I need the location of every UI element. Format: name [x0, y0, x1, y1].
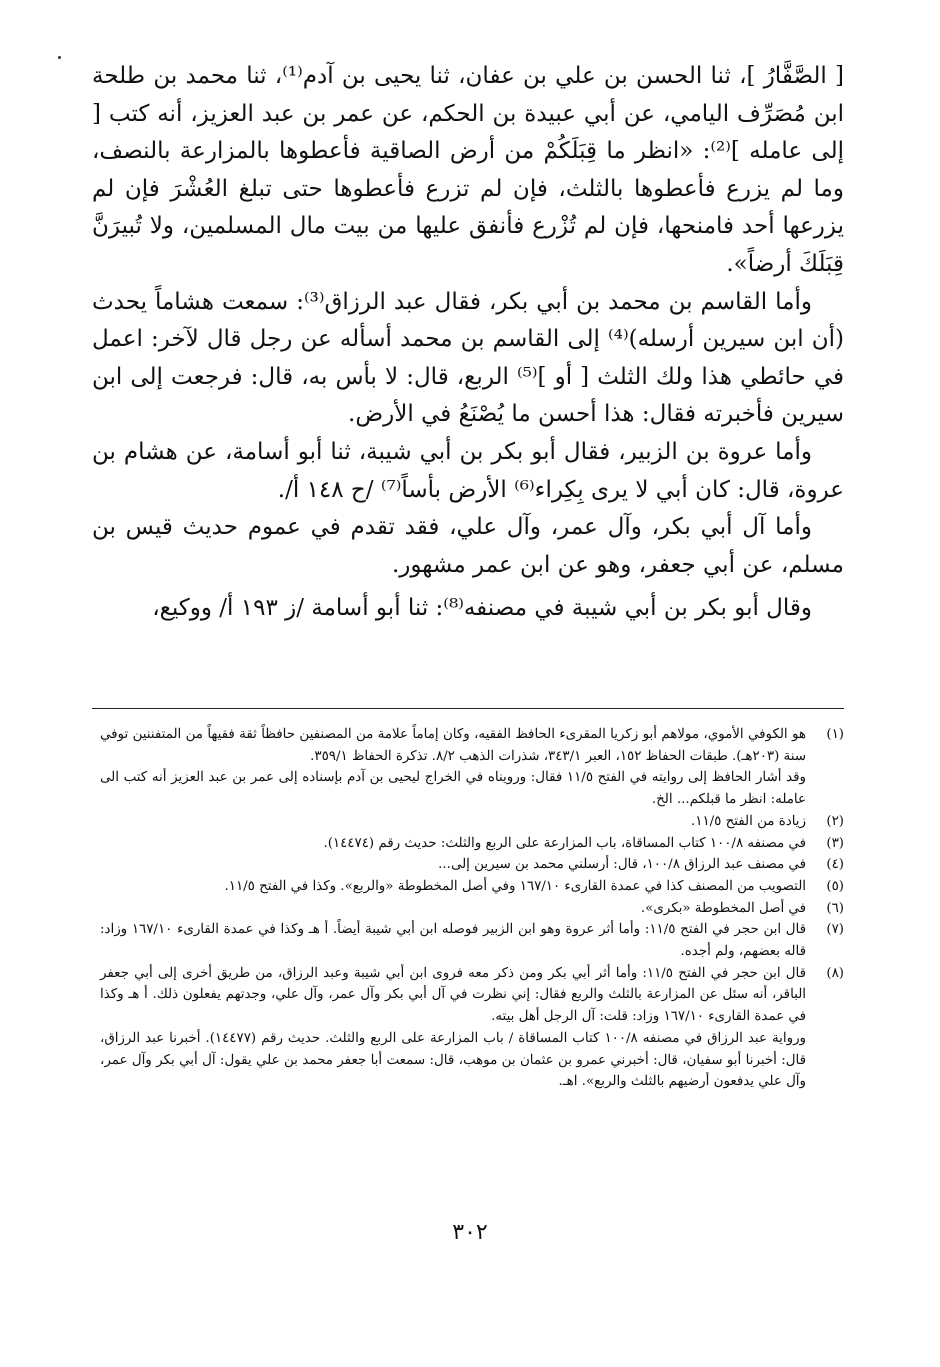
footnote-text: قال ابن حجر في الفتح ١١/٥: وأما أثر عروة وهو ابن الزبير فوصله ابن أبي شيبة أيضاً. أ هـ وكذا في عمدة القارىء ١٦٧/١٠ وزاد: قاله بعضهم، ولم أجده. [100, 922, 807, 960]
footnote-number: (٢) [826, 813, 844, 829]
footnote-text: في مصنفه ١٠٠/٨ كتاب المساقاة، باب المزارعة على الربع والثلث: حديث رقم (١٤٤٧٤). [323, 835, 806, 851]
footnote-text: زيادة من الفتح ١١/٥. [690, 813, 806, 829]
footnote-number: (٥) [826, 878, 844, 894]
page-number: ٣٠٢ [452, 1220, 488, 1245]
paragraph-3: وأما عروة بن الزبير، فقال أبو بكر بن أبي شيبة، ثنا أبو أسامة، عن هشام بن عروة، قال: كان أبي لا يرى بِكِراء⁽⁶⁾ الأرض بأساً⁽⁷⁾ /ح ١٤٨ أ/. [92, 438, 844, 503]
footnote-number: (٤) [826, 857, 844, 873]
footnote-1 [100, 724, 844, 767]
footnotes [100, 724, 844, 1093]
footnote-2 [100, 811, 844, 833]
paragraph-2: وأما القاسم بن محمد بن أبي بكر، فقال عبد الرزاق⁽³⁾: سمعت هشاماً يحدث (أن ابن سيرين أرسله)⁽⁴⁾ إلى القاسم بن محمد أسأله عن رجل قال لآخر: اعمل في حائطي هذا ولك الثلث [ أو ]⁽⁵⁾ الربع، قال: لا بأس به، قال: فرجعت إلى ابن سيرين فأخبرته فقال: هذا أحسن ما يُصْنَعُ في الأرض. [92, 288, 844, 428]
footnote-text: قال ابن حجر في الفتح ١١/٥: وأما أثر أبي بكر ومن ذكر معه فروى ابن أبي شيبة وعبد الرزاق، من طريق أخرى إلى أبي جعفر الباقر، أنه سئل عن المزارعة بالثلث والربع فقال: إني نظرت في آل أبي بكر وآل عمر، وآل علي، وجدتهم يفعلون ذلك. أ هـ وكذا في عمدة القارىء ١٦٧/١٠ وزاد: قلت: آل الرجل أهل بيته. [100, 965, 807, 1025]
footnote-text: في مصنف عبد الرزاق ١٠٠/٨، قال: أرسلني محمد بن سيرين إلى... [438, 857, 806, 873]
footnote-divider [92, 708, 844, 709]
footnote-8-continuation: ورواية عبد الرزاق في مصنفه ١٠٠/٨ كتاب المساقاة / باب المزارعة على الربع والثلث. حديث رقم (١٤٤٧٧). أخبرنا عبد الرزاق، قال: أخبرنا أبو سفيان، قال: أخبرني عمرو بن عثمان بن موهب، قال: سمعت أبا جعفر محمد بن علي يقول: آل أبي بكر وآل عمر، وآل علي يدفعون أرضيهم بالثلث والربع». اهـ. [100, 1030, 806, 1090]
footnote-4 [100, 854, 844, 876]
footnote-number: (٧) [826, 922, 844, 938]
paragraph-5: وقال أبو بكر بن أبي شيبة في مصنفه⁽⁸⁾: ثنا أبو أسامة /ز ١٩٣ أ/ ووكيع، [152, 595, 812, 622]
footnote-text: هو الكوفي الأموي، مولاهم أبو زكريا المقرىء الحافظ الفقيه، وكان إماماً علامة من المصنفين حافظاً ثقة فقيهاً من المتفننين توفي سنة (٢٠٣هـ). طبقات الحفاظ ١٥٢، العبر ٣٤٣/١، شذرات الذهب ٨/٢. تذكرة الحفاظ ٣٥٩/١. [100, 727, 806, 764]
footnote-7 [100, 919, 844, 962]
footnote-number: (٣) [826, 835, 844, 851]
footnote-number: (١) [826, 727, 844, 742]
paragraph-1: [ الصَّفَّارُ ]، ثنا الحسن بن علي بن عفان، ثنا يحيى بن آدم⁽¹⁾، ثنا محمد بن طلحة ابن مُصَرِّف اليامي، عن أبي عبيدة بن الحكم، عن عمر بن عبد العزيز، أنه كتب [ إلى عامله ]⁽²⁾: «انظر ما قِبَلَكُمْ من أرض الصاقية فأعطوها بالمزارعة بالنصف، وما لم يزرع فأعطوها بالثلث، فإن لم تزرع فأعطوها حتى تبلغ العُشْرَ فإن لم يزرعها أحد فامنحها، فإن لم تُزْرع فأنفق عليها من بيت مال المسلمين، ولا تُبيرَنَّ قِبَلَكَ أرضاً». [92, 63, 845, 277]
footnote-text: في أصل المخطوطة «بكرى». [640, 900, 806, 916]
paragraph-4: وأما آل أبي بكر، وآل عمر، وآل علي، فقد تقدم في عموم حديث قيس بن مسلم، عن أبي جعفر، وهو عن ابن عمر مشهور. [92, 514, 844, 578]
footnote-5 [100, 876, 844, 898]
footnote-text: التصويب من المصنف كذا في عمدة القارىء ١٦٧/١٠ وفي أصل المخطوطة «والربع». وكذا في الفتح ١١/٥. [224, 878, 806, 894]
footnote-number: (٦) [826, 900, 844, 916]
footnote-1-continuation: وقد أشار الحافظ إلى روايته في الفتح ١١/٥ فقال: ورويناه في الخراج ليحيى بن آدم بإسناده إلى عمر بن عبد العزيز أنه كتب الى عامله: انظر ما قبلكم... الخ. [100, 770, 806, 808]
main-text [92, 58, 844, 628]
footnote-8 [100, 963, 844, 1028]
footnote-3 [100, 833, 844, 855]
scan-speck [58, 56, 61, 59]
footnote-number: (٨) [826, 965, 844, 981]
footnote-6 [100, 898, 844, 920]
